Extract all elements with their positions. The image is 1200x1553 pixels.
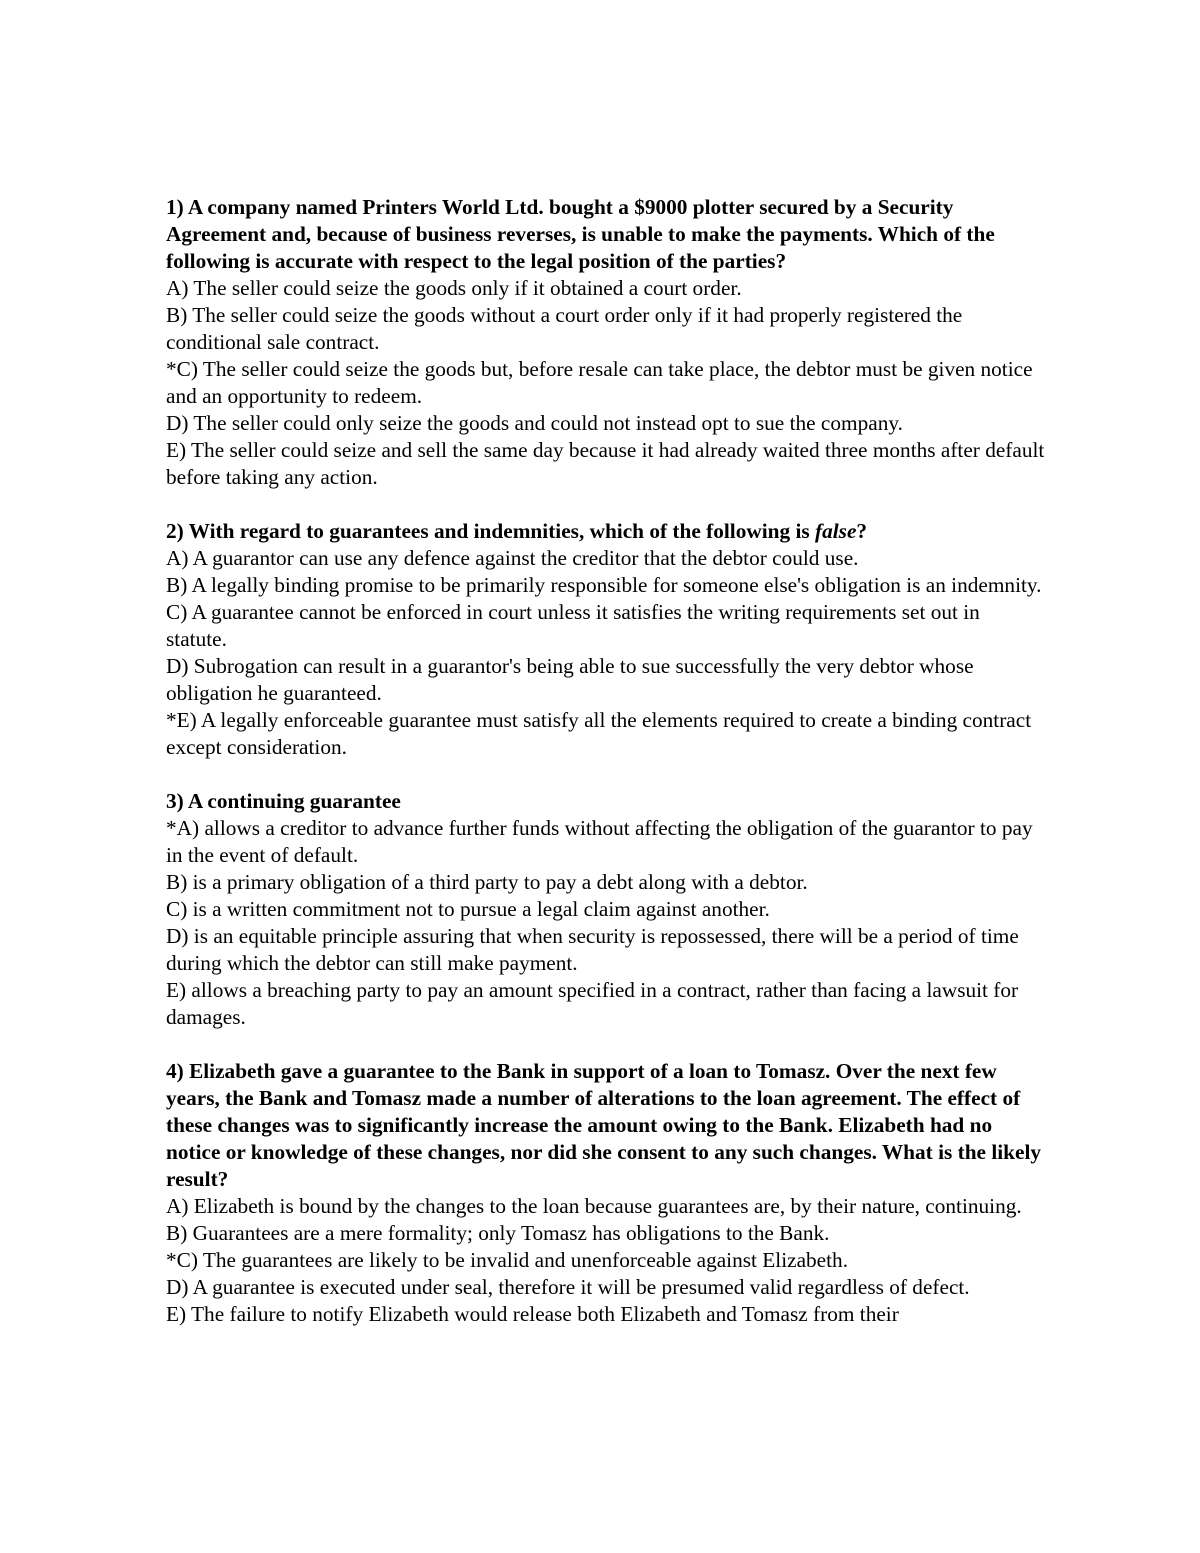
answer-option: *C) The guarantees are likely to be invalid and unenforceable against Elizabeth.: [166, 1248, 849, 1272]
answer-option: *A) allows a creditor to advance further funds without affecting the obligation of the guarantor to pay in the event of default.: [166, 816, 1033, 867]
answer-option: D) is an equitable principle assuring that when security is repossessed, there will be a period of time during which the debtor can still make payment.: [166, 924, 1019, 975]
answer-option: *E) A legally enforceable guarantee must satisfy all the elements required to create a binding contract except consideration.: [166, 708, 1032, 759]
question-3: [166, 788, 1046, 1031]
question-stem-end: ?: [856, 519, 868, 543]
question-1: [166, 194, 1046, 491]
answer-option: E) The seller could seize and sell the same day because it had already waited three months after default before taking any action.: [166, 438, 1045, 489]
question-stem: 4) Elizabeth gave a guarantee to the Bank in support of a loan to Tomasz. Over the next few years, the Bank and Tomasz made a number of alterations to the loan agreement. The effect of these changes was to significantly increase the amount owing to the Bank. Elizabeth had no notice or knowledge of these changes, nor did she consent to any such changes. What is the likely result?: [166, 1059, 1042, 1191]
answer-option: B) The seller could seize the goods without a court order only if it had properly registered the conditional sale contract.: [166, 303, 963, 354]
answer-option: B) is a primary obligation of a third party to pay a debt along with a debtor.: [166, 870, 808, 894]
question-4: [166, 1058, 1046, 1328]
answer-option: A) A guarantor can use any defence against the creditor that the debtor could use.: [166, 546, 859, 570]
answer-option: *C) The seller could seize the goods but, before resale can take place, the debtor must be given notice and an opportunity to redeem.: [166, 357, 1033, 408]
question-stem: 1) A company named Printers World Ltd. bought a $9000 plotter secured by a Security Agreement and, because of business reverses, is unable to make the payments. Which of the following is accurate with respect to the legal position of the parties?: [166, 195, 995, 273]
answer-option: A) Elizabeth is bound by the changes to the loan because guarantees are, by their nature, continuing.: [166, 1194, 1022, 1218]
answer-option: E) allows a breaching party to pay an amount specified in a contract, rather than facing a lawsuit for damages.: [166, 978, 1019, 1029]
answer-option: D) Subrogation can result in a guarantor's being able to sue successfully the very debtor whose obligation he guaranteed.: [166, 654, 974, 705]
question-stem-text: 2) With regard to guarantees and indemnities, which of the following is: [166, 519, 815, 543]
question-stem-emphasis: false: [815, 519, 857, 543]
answer-option: A) The seller could seize the goods only if it obtained a court order.: [166, 276, 742, 300]
answer-option: C) A guarantee cannot be enforced in court unless it satisfies the writing requirements set out in statute.: [166, 600, 980, 651]
document-page: [166, 194, 1046, 1355]
question-stem: [166, 518, 1046, 545]
answer-option: C) is a written commitment not to pursue a legal claim against another.: [166, 897, 770, 921]
answer-option: E) The failure to notify Elizabeth would release both Elizabeth and Tomasz from their: [166, 1302, 899, 1326]
answer-option: D) A guarantee is executed under seal, therefore it will be presumed valid regardless of defect.: [166, 1275, 970, 1299]
answer-option: B) A legally binding promise to be primarily responsible for someone else's obligation is an indemnity.: [166, 573, 1042, 597]
question-stem: 3) A continuing guarantee: [166, 789, 401, 813]
answer-option: D) The seller could only seize the goods and could not instead opt to sue the company.: [166, 411, 903, 435]
question-2: [166, 518, 1046, 761]
answer-option: B) Guarantees are a mere formality; only Tomasz has obligations to the Bank.: [166, 1221, 830, 1245]
